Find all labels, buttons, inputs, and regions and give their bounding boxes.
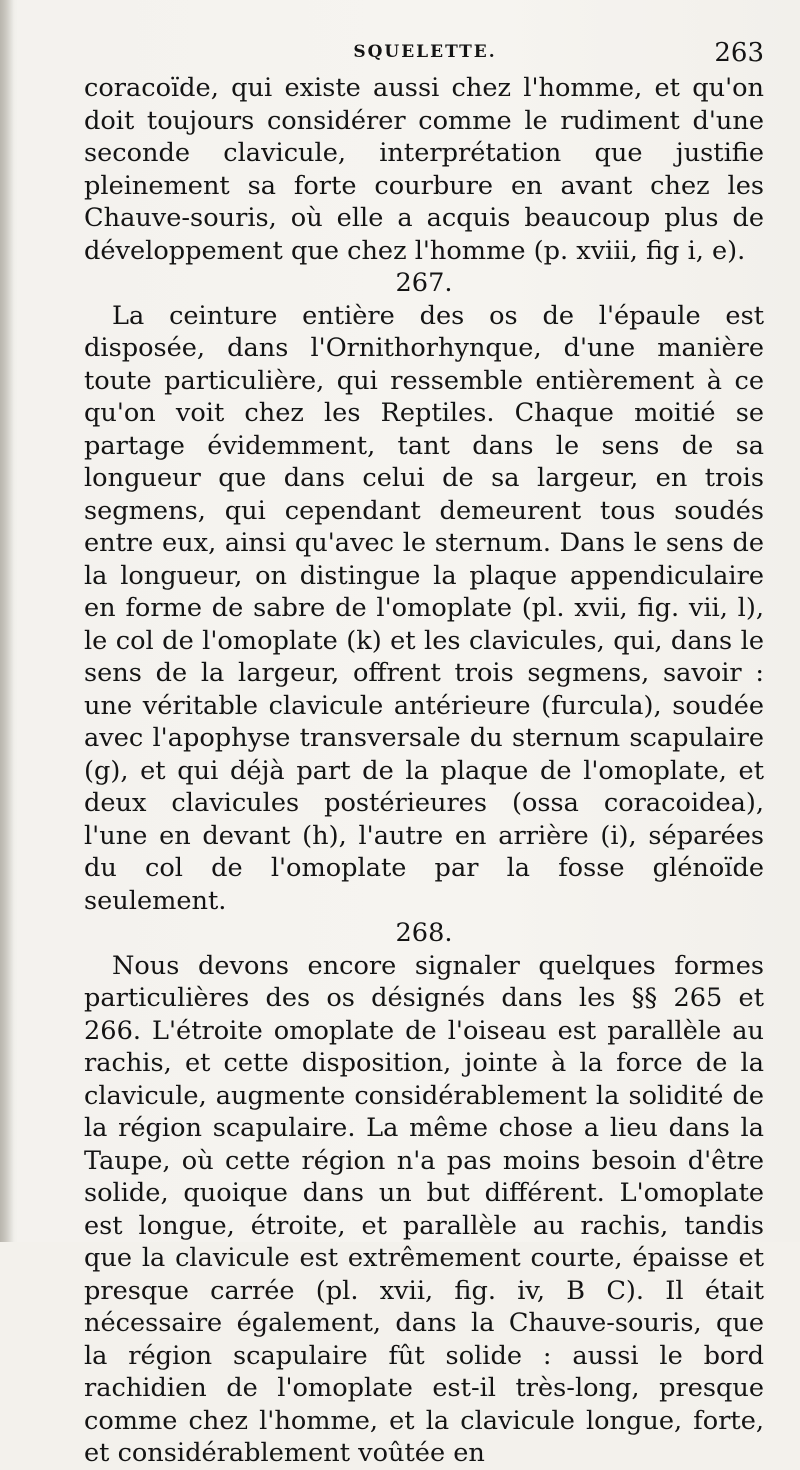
body-text [84, 72, 764, 1470]
section-number-268: 268. [395, 918, 453, 948]
gutter-shadow [0, 0, 14, 1242]
paragraph-268: Nous devons encore signaler quelques formes particulières des os désignés dans les §§ 265 et 266. L'étroite omoplate de l'oiseau est parallèle au rachis, et cette disposition, jointe à la force de la clavicule, augmente considérablement la solidité de la région scapulaire. La même chose a lieu dans la Taupe, où cette région n'a pas moins besoin d'être solide, quoique dans un but différent. L'omoplate est longue, étroite, et parallèle au rachis, tandis que la clavicule est extrêmement courte, épaisse et presque carrée (pl. xvii, fig. iv, B C). Il était nécessaire également, dans la Chauve-souris, que la région scapulaire fût solide : aussi le bord rachidien de l'omoplate est-il très-long, presque comme chez l'homme, et la clavicule longue, forte, et considérablement voûtée en [84, 950, 764, 1468]
paragraph-267: La ceinture entière des os de l'épaule est disposée, dans l'Ornithorhynque, d'une manière toute particulière, qui ressemble entièrement à ce qu'on voit chez les Reptiles. Chaque moitié se partage évidemment, tant dans le sens de sa longueur que dans celui de sa largeur, en trois segmens, qui cependant demeurent tous soudés entre eux, ainsi qu'avec le sternum. Dans le sens de la longueur, on distingue la plaque appendiculaire en forme de sabre de l'omoplate (pl. xvii, fig. vii, l), le col de l'omoplate (k) et les clavicules, qui, dans le sens de la largeur, offrent trois segmens, savoir : une véritable clavicule antérieure (furcula), soudée avec l'apophyse transversale du sternum scapulaire (g), et qui déjà part de la plaque de l'omoplate, et deux clavicules postérieures (ossa coracoidea), l'une en devant (h), l'autre en arrière (i), séparées du col de l'omoplate par la fosse glénoïde seulement. [84, 300, 764, 916]
running-head [80, 38, 770, 68]
page-number: 263 [714, 38, 764, 68]
section-number-267: 267. [395, 268, 453, 298]
running-title: SQUELETTE. [353, 42, 497, 62]
paragraph-continued: coracoïde, qui existe aussi chez l'homme, et qu'on doit toujours considérer comme le rudiment d'une seconde clavicule, interprétation que justifie pleinement sa forte courbure en avant chez les Chauve-souris, où elle a acquis beaucoup plus de développement que chez l'homme (p. xviii, fig i, e). [84, 73, 764, 266]
